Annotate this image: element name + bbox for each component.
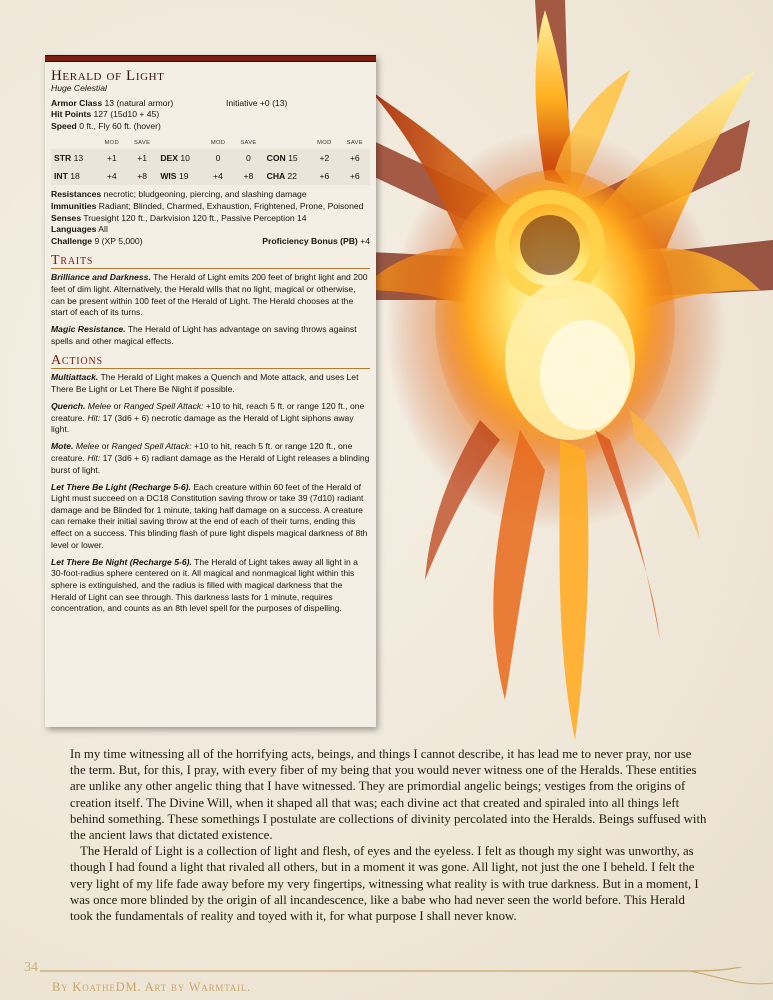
action-name: Let There Be Light (Recharge 5-6). (51, 481, 191, 492)
ability-int: INT 18 (51, 167, 97, 185)
challenge-label: Challenge (51, 235, 93, 246)
ability-mod: +6 (309, 167, 339, 185)
proficiency-value: +4 (360, 235, 370, 246)
herald-of-light-illustration (330, 0, 773, 760)
traits-heading: Traits (51, 253, 370, 269)
trait-magic-resistance (51, 324, 370, 347)
hit-label: Hit: (87, 412, 101, 423)
hit-label: Hit: (87, 452, 101, 463)
col-save: SAVE (134, 139, 151, 146)
ability-save: +6 (340, 167, 370, 185)
armor-class-row (51, 98, 370, 110)
attack-or: or (111, 401, 124, 412)
languages-value: All (98, 224, 108, 235)
ability-save: +1 (127, 149, 157, 167)
ability-mod: 0 (203, 149, 233, 167)
ability-row (51, 149, 370, 167)
action-name: Mote. (51, 441, 74, 452)
trait-name: Magic Resistance. (51, 324, 126, 335)
armor-class-label: Armor Class (51, 97, 103, 108)
action-quench (51, 401, 370, 436)
ability-row (51, 167, 370, 185)
footer-credit: By KoatheDM. Art by Warmtail. (52, 980, 252, 994)
immunities-label: Immunities (51, 200, 97, 211)
action-text: +10 to hit, reach 5 ft. or range 120 ft., one creature. (51, 441, 353, 463)
col-save: SAVE (240, 139, 257, 146)
ability-con: CON 15 (264, 149, 310, 167)
ability-save: +6 (340, 149, 370, 167)
action-text: +10 to hit, reach 5 ft. or range 120 ft., one creature. (51, 401, 365, 423)
attack-type: Melee (87, 401, 112, 412)
action-text: The Herald of Light takes away all light in a 30-foot-radius sphere centered on it. All magical and nonmagical light within this sphere is extinguished, and the radius is filled with magical darkness that the Herald of Light can see through. This darkness lasts for 1 minute, requires concentration, and counts as an 8th level spell for the purposes of dispelling. (51, 556, 358, 614)
ability-wis: WIS 19 (157, 167, 203, 185)
ability-mod: +2 (309, 149, 339, 167)
armor-class-value: 13 (natural armor) (104, 97, 174, 108)
ability-dex: DEX 10 (157, 149, 203, 167)
ability-save: +8 (233, 167, 263, 185)
challenge-row (51, 236, 370, 248)
senses-row (51, 213, 370, 225)
action-text: Each creature within 60 feet of the Herald of Light must succeed on a DC18 Constitution saving throw or take 39 (7d10) radiant damage and be Blinded for 1 minute, taking half damage on a success. A creature can remake their initial saving throw at the end of each of their turns, ending this effect on a success. This blinding flash of pure light dispels magical darkness of 8th level or lower. (51, 481, 368, 550)
trait-text: The Herald of Light emits 200 feet of bright light and 200 feet of dim light. Alternatively, the Herald wills that no light, magical or otherwise, can be present within 100 feet of the Herald of Light. The Herald chooses at the start of each of its turns. (51, 272, 368, 318)
action-name: Multiattack. (51, 372, 99, 383)
ability-scores-table (51, 137, 370, 185)
challenge-value: 9 (XP 5,000) (94, 235, 143, 246)
stat-block-top-border (45, 55, 376, 62)
ability-str: STR 13 (51, 149, 97, 167)
senses-value: Truesight 120 ft., Darkvision 120 ft., Passive Perception 14 (83, 212, 307, 223)
speed-label: Speed (51, 120, 77, 131)
attack-type: Ranged Spell Attack: (111, 441, 192, 452)
senses-label: Senses (51, 212, 82, 223)
trait-brilliance-and-darkness (51, 272, 370, 318)
immunities-value: Radiant; Blinded, Charmed, Exhaustion, Frightened, Prone, Poisoned (98, 200, 364, 211)
action-name: Quench. (51, 401, 86, 412)
trait-name: Brilliance and Darkness. (51, 272, 151, 283)
action-text: 17 (3d6 + 6) necrotic damage as the Herald of Light siphons away light. (51, 412, 354, 435)
resistances-label: Resistances (51, 189, 102, 200)
ability-mod: +1 (97, 149, 127, 167)
creature-name: Herald of Light (51, 68, 165, 84)
action-let-there-be-light (51, 482, 370, 552)
speed-row (51, 121, 370, 133)
hit-points-label: Hit Points (51, 109, 92, 120)
initiative: Initiative +0 (13) (226, 97, 288, 108)
lore-text (70, 746, 710, 924)
ability-header-row (51, 137, 370, 149)
immunities-row (51, 201, 370, 213)
action-let-there-be-night (51, 557, 370, 615)
action-text: The Herald of Light makes a Quench and Mote attack, and uses Let There Be Light or Let There Be Night if possible. (51, 372, 359, 394)
action-mote (51, 441, 370, 476)
ability-mod: +4 (203, 167, 233, 185)
trait-text: The Herald of Light has advantage on saving throws against spells and other magical effects. (51, 324, 357, 346)
speed-value: 0 ft., Fly 60 ft. (hover) (79, 120, 161, 131)
actions-heading: Actions (51, 353, 370, 369)
col-mod: MOD (104, 139, 119, 146)
resistances-row (51, 189, 370, 201)
proficiency-label: Proficiency Bonus (PB) (262, 235, 358, 246)
creature-type: Huge Celestial (51, 83, 107, 93)
page-number: 34 (24, 960, 38, 975)
resistances-value: necrotic; bludgeoning, piercing, and slashing damage (103, 189, 307, 200)
action-name: Let There Be Night (Recharge 5-6). (51, 556, 192, 567)
col-mod: MOD (317, 139, 332, 146)
ability-save: 0 (233, 149, 263, 167)
ability-save: +8 (127, 167, 157, 185)
hit-points-row (51, 109, 370, 121)
col-save: SAVE (346, 139, 363, 146)
attack-type: Ranged Spell Attack: (123, 401, 204, 412)
stat-block (45, 55, 376, 727)
ability-cha: CHA 22 (264, 167, 310, 185)
col-mod: MOD (210, 139, 226, 146)
attack-or: or (99, 441, 112, 452)
languages-row (51, 224, 370, 236)
lore-paragraph-2: The Herald of Light is a collection of light and flesh, of eyes and the eyeless. I felt as though my sight was unworthy, as though I had found a light that rivaled all others, but in a moment it was gone. All light, not just the one I beheld. I felt the very light of my life fade away before my very fingertips, witnessing what reality is with true darkness. But in a moment, I was once more blinded by the origin of all incandescence, like a babe who had never seen the world before. This Herald took the fundamentals of reality and toyed with it, for what purpose I shall never know. (70, 844, 699, 924)
ability-mod: +4 (97, 167, 127, 185)
lore-paragraph-1: In my time witnessing all of the horrifying acts, beings, and things I cannot describe, it has lead me to never pray, nor use the term. But, for this, I pray, with every fiber of my being that you would never witness one of the Heralds. These entities are unlike any other angelic thing that I have witnessed. They are primordial angelic beings; vestiges from the origins of creation itself. The Divine Will, when it shaped all that was; each divine act that created and spiraled into all things left behind something. These somethings I postulate are collections of divinity percolated into the Heralds. Beings suffused with the ancient laws that dictated existence. (70, 747, 707, 843)
action-multiattack (51, 372, 370, 395)
attack-type: Melee (75, 441, 100, 452)
hit-points-value: 127 (15d10 + 45) (93, 109, 160, 120)
action-text: 17 (3d6 + 6) radiant damage as the Herald of Light releases a blinding burst of light. (51, 452, 370, 475)
languages-label: Languages (51, 224, 97, 235)
